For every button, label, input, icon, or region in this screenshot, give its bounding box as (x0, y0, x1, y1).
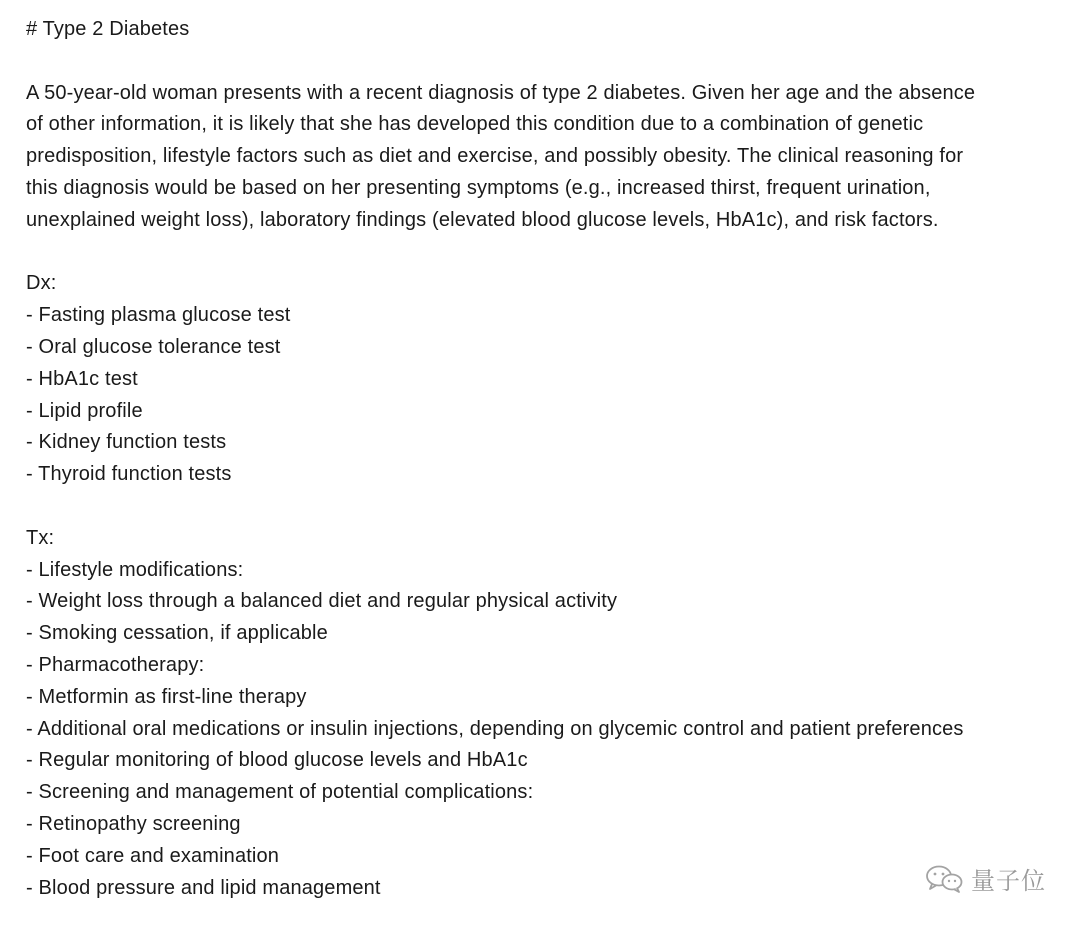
dx-item: - Thyroid function tests (26, 463, 232, 486)
watermark (923, 861, 1046, 896)
dx-item: - HbA1c test (26, 367, 138, 390)
spacer (26, 46, 1066, 78)
summary-paragraph (26, 78, 1066, 237)
dx-section (26, 268, 1066, 491)
document-heading: # Type 2 Diabetes (26, 18, 190, 40)
tx-item: - Screening and management of potential complications: (26, 781, 534, 804)
paragraph-line: A 50-year-old woman presents with a recent diagnosis of type 2 diabetes. Given her age and the absence (26, 81, 976, 104)
tx-item: - Weight loss through a balanced diet and regular physical activity (26, 590, 618, 613)
paragraph-line: this diagnosis would be based on her presenting symptoms (e.g., increased thirst, frequent urination, (26, 176, 931, 199)
tx-item: - Foot care and examination (26, 844, 280, 867)
tx-item: - Smoking cessation, if applicable (26, 622, 328, 645)
dx-item: - Kidney function tests (26, 431, 227, 454)
dx-item: - Lipid profile (26, 399, 143, 422)
tx-item: - Lifestyle modifications: (26, 558, 244, 581)
tx-item: - Additional oral medications or insulin injections, depending on glycemic control and patient preferences (26, 717, 964, 740)
dx-label: Dx: (26, 272, 57, 295)
paragraph-line: unexplained weight loss), laboratory findings (elevated blood glucose levels, HbA1c), and risk factors. (26, 208, 939, 231)
tx-item: - Regular monitoring of blood glucose levels and HbA1c (26, 749, 528, 772)
wechat-icon (923, 864, 965, 894)
tx-section (26, 523, 1066, 905)
paragraph-line: predisposition, lifestyle factors such as diet and exercise, and possibly obesity. The clinical reasoning for (26, 145, 964, 168)
dx-item: - Fasting plasma glucose test (26, 304, 291, 327)
tx-item: - Metformin as first-line therapy (26, 685, 307, 708)
dx-item: - Oral glucose tolerance test (26, 335, 281, 358)
document-body (26, 14, 1066, 904)
watermark-text: 量子位 (971, 867, 1046, 895)
tx-label: Tx: (26, 526, 55, 549)
spacer (26, 237, 1066, 269)
tx-item: - Blood pressure and lipid management (26, 876, 381, 899)
paragraph-line: of other information, it is likely that she has developed this condition due to a combination of genetic (26, 113, 924, 136)
spacer (26, 491, 1066, 523)
tx-item: - Pharmacotherapy: (26, 653, 205, 676)
tx-item: - Retinopathy screening (26, 812, 241, 835)
